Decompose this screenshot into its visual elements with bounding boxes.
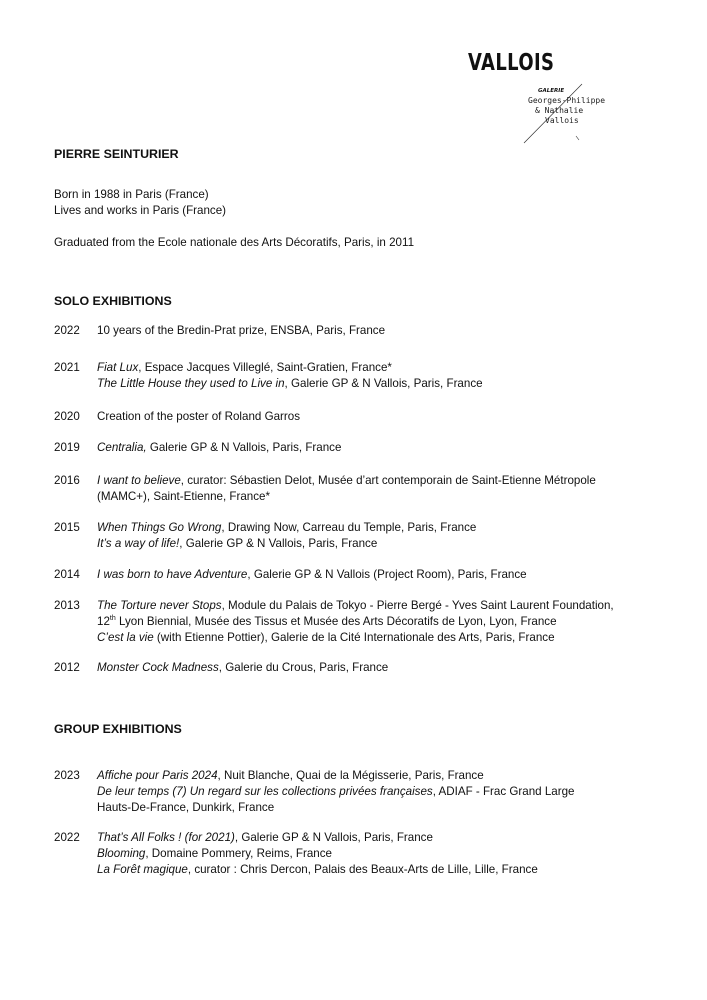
solo-entry-year: 2016 [54,474,80,487]
exhibition-text: , Galerie GP & N Vallois, Paris, France [284,377,483,390]
exhibition-title: It’s a way of life! [97,537,180,550]
exhibition-text: , ADIAF - Frac Grand Large [432,785,575,798]
solo-entry-lines [97,520,476,552]
exhibition-text: th [109,615,116,623]
solo-entry-line [97,614,614,630]
solo-entry-line [97,440,341,456]
solo-entry-year: 2019 [54,441,80,454]
exhibition-title: I was born to have Adventure [97,568,248,581]
exhibition-text: (MAMC+), Saint-Etienne, France* [97,490,271,503]
solo-entry-line [97,536,476,552]
group-entry-line [97,830,538,846]
solo-exhibitions-heading: SOLO EXHIBITIONS [54,294,172,308]
solo-entry-lines [97,323,385,339]
solo-entry-lines [97,660,388,676]
bio-lives: Lives and works in Paris (France) [54,204,227,217]
logo-line-1: Georges-Philippe [528,96,606,105]
group-exhibitions-heading: GROUP EXHIBITIONS [54,722,182,736]
exhibition-text: 12 [97,615,110,628]
exhibition-title: Blooming [97,847,146,860]
bio-graduated: Graduated from the Ecole nationale des Arts Décoratifs, Paris, in 2011 [54,236,415,249]
solo-entry-year: 2012 [54,661,80,674]
exhibition-text: (with Etienne Pottier), Galerie de la Cité Internationale des Arts, Paris, France [153,631,555,644]
solo-entry-line [97,360,483,376]
exhibition-text: , Galerie GP & N Vallois, Paris, France [234,831,433,844]
exhibition-title: That’s All Folks ! (for 2021) [97,831,235,844]
exhibition-title: The Little House they used to Live in [97,377,285,390]
solo-entry-line [97,376,483,392]
solo-entry-year: 2015 [54,521,80,534]
exhibition-text: Galerie GP & N Vallois, Paris, France [146,441,342,454]
solo-entry-line [97,630,614,646]
group-entry-lines [97,768,574,816]
solo-entry-line [97,520,476,536]
exhibition-title: De leur temps (7) Un regard sur les collections privées françaises [97,785,433,798]
exhibition-text: Creation of the poster of Roland Garros [97,410,300,423]
exhibition-text: , curator: Sébastien Delot, Musée d’art contemporain de Saint-Etienne Métropole [180,474,596,487]
solo-entry-year: 2014 [54,568,80,581]
artist-name: PIERRE SEINTURIER [54,147,179,161]
exhibition-title: C’est la vie [97,631,154,644]
exhibition-title: The Torture never Stops [97,599,222,612]
bio-born: Born in 1988 in Paris (France) [54,188,209,201]
group-entry-line [97,768,574,784]
group-entry-year: 2023 [54,769,80,782]
logo-wordmark: VALLOIS [468,50,555,76]
gallery-logo [468,50,606,145]
solo-entry-line [97,598,614,614]
group-entry-line [97,800,574,816]
group-entry-lines [97,830,538,878]
group-entry-year: 2022 [54,831,80,844]
exhibition-text: , Drawing Now, Carreau du Temple, Paris, France [221,521,477,534]
solo-entry-line [97,323,385,339]
solo-entry-lines [97,409,300,425]
logo-line-3: Vallois [545,116,579,125]
solo-entry-lines [97,473,596,505]
group-entry-line [97,846,538,862]
solo-entry-year: 2020 [54,410,80,423]
solo-entry-lines [97,567,527,583]
solo-entry-line [97,473,596,489]
exhibition-title: I want to believe [97,474,181,487]
exhibition-title: Affiche pour Paris 2024 [97,769,218,782]
solo-entry-year: 2013 [54,599,80,612]
exhibition-title: Centralia, [97,441,147,454]
exhibition-text: Lyon Biennial, Musée des Tissus et Musée des Arts Décoratifs de Lyon, Lyon, France [115,615,557,628]
exhibition-text: , Galerie GP & N Vallois, Paris, France [179,537,378,550]
solo-entry-line [97,660,388,676]
exhibition-title: When Things Go Wrong [97,521,222,534]
group-entry-line [97,784,574,800]
solo-entry-line [97,489,596,505]
exhibition-text: Hauts-De-France, Dunkirk, France [97,801,275,814]
exhibition-title: Fiat Lux [97,361,139,374]
solo-entry-line [97,409,300,425]
solo-entry-line [97,567,527,583]
solo-entry-lines [97,360,483,392]
solo-entry-lines [97,440,341,456]
logo-galerie: GALERIE [538,88,565,94]
logo-line-2: & Nathalie [535,106,584,115]
exhibition-text: , Galerie du Crous, Paris, France [218,661,389,674]
exhibition-text: , Domaine Pommery, Reims, France [145,847,332,860]
exhibition-title: Monster Cock Madness [97,661,219,674]
exhibition-text: , Espace Jacques Villeglé, Saint-Gratien, France* [138,361,392,374]
exhibition-text: , Galerie GP & N Vallois (Project Room), Paris, France [247,568,527,581]
solo-entry-year: 2022 [54,324,80,337]
solo-entry-year: 2021 [54,361,80,374]
exhibition-text: , Nuit Blanche, Quai de la Mégisserie, Paris, France [217,769,484,782]
group-entry-line [97,862,538,878]
exhibition-title: La Forêt magique [97,863,188,876]
exhibition-text: 10 years of the Bredin-Prat prize, ENSBA, Paris, France [97,324,386,337]
exhibition-text: , Module du Palais de Tokyo - Pierre Bergé - Yves Saint Laurent Foundation, [221,599,614,612]
exhibition-text: , curator : Chris Dercon, Palais des Beaux-Arts de Lille, Lille, France [187,863,538,876]
solo-entry-lines [97,598,614,646]
